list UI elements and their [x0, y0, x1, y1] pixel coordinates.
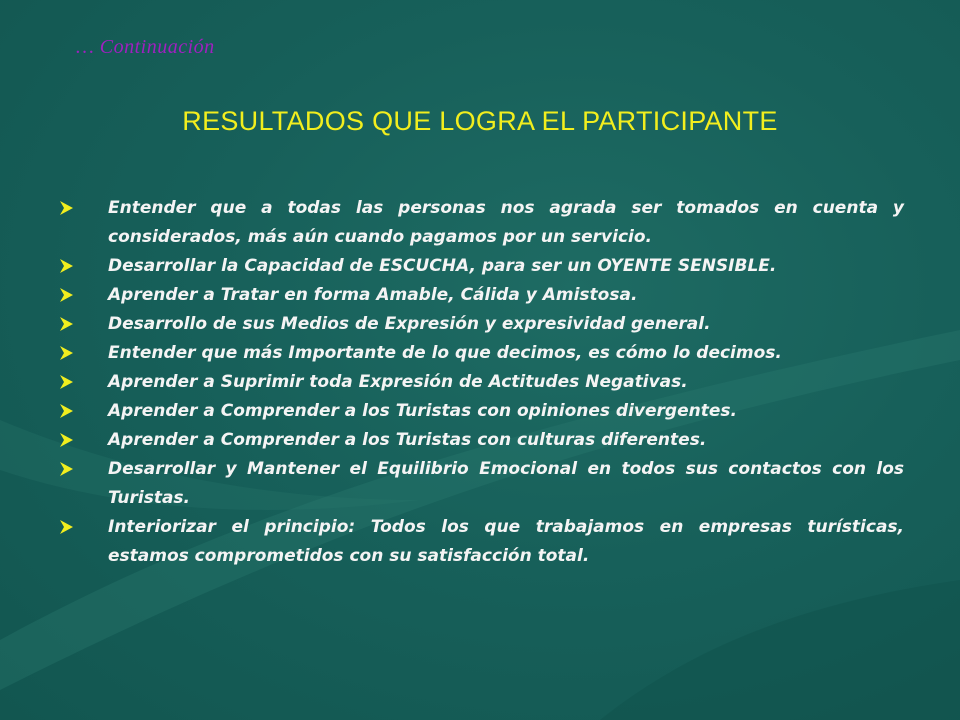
results-list	[58, 194, 904, 571]
list-item-text: Interiorizar el principio: Todos los que trabajamos en empresas turísticas, estamos comprometidos con su satisfacción total.	[108, 517, 904, 566]
arrowhead-bullet-icon	[58, 403, 74, 419]
arrowhead-bullet-icon	[58, 258, 74, 274]
arrowhead-bullet-icon	[58, 287, 74, 303]
arrowhead-bullet-icon	[58, 316, 74, 332]
list-item	[58, 426, 904, 455]
list-item-text: Desarrollar la Capacidad de ESCUCHA, para ser un OYENTE SENSIBLE.	[108, 256, 777, 276]
list-item	[58, 513, 904, 571]
list-item	[58, 252, 904, 281]
arrowhead-bullet-icon	[58, 374, 74, 390]
list-item	[58, 339, 904, 368]
list-item-text: Aprender a Suprimir toda Expresión de Actitudes Negativas.	[108, 372, 688, 392]
arrowhead-bullet-icon	[58, 432, 74, 448]
list-item-text: Desarrollo de sus Medios de Expresión y expresividad general.	[108, 314, 711, 334]
list-item-text: Entender que más Importante de lo que decimos, es cómo lo decimos.	[108, 343, 782, 363]
list-item-text: Entender que a todas las personas nos agrada ser tomados en cuenta y considerados, más aún cuando pagamos por un servicio.	[108, 198, 904, 247]
list-item	[58, 281, 904, 310]
list-item-text: Aprender a Tratar en forma Amable, Cálida y Amistosa.	[108, 285, 638, 305]
slide-title: RESULTADOS QUE LOGRA EL PARTICIPANTE	[182, 106, 778, 136]
list-item	[58, 194, 904, 252]
continuation-label: … Continuación	[76, 36, 215, 58]
arrowhead-bullet-icon	[58, 345, 74, 361]
arrowhead-bullet-icon	[58, 519, 74, 535]
list-item	[58, 397, 904, 426]
list-item	[58, 368, 904, 397]
list-item	[58, 310, 904, 339]
arrowhead-bullet-icon	[58, 461, 74, 477]
list-item-text: Aprender a Comprender a los Turistas con culturas diferentes.	[108, 430, 707, 450]
arrowhead-bullet-icon	[58, 200, 74, 216]
list-item-text: Desarrollar y Mantener el Equilibrio Emocional en todos sus contactos con los Turistas.	[108, 459, 904, 508]
list-item	[58, 455, 904, 513]
list-item-text: Aprender a Comprender a los Turistas con opiniones divergentes.	[108, 401, 737, 421]
